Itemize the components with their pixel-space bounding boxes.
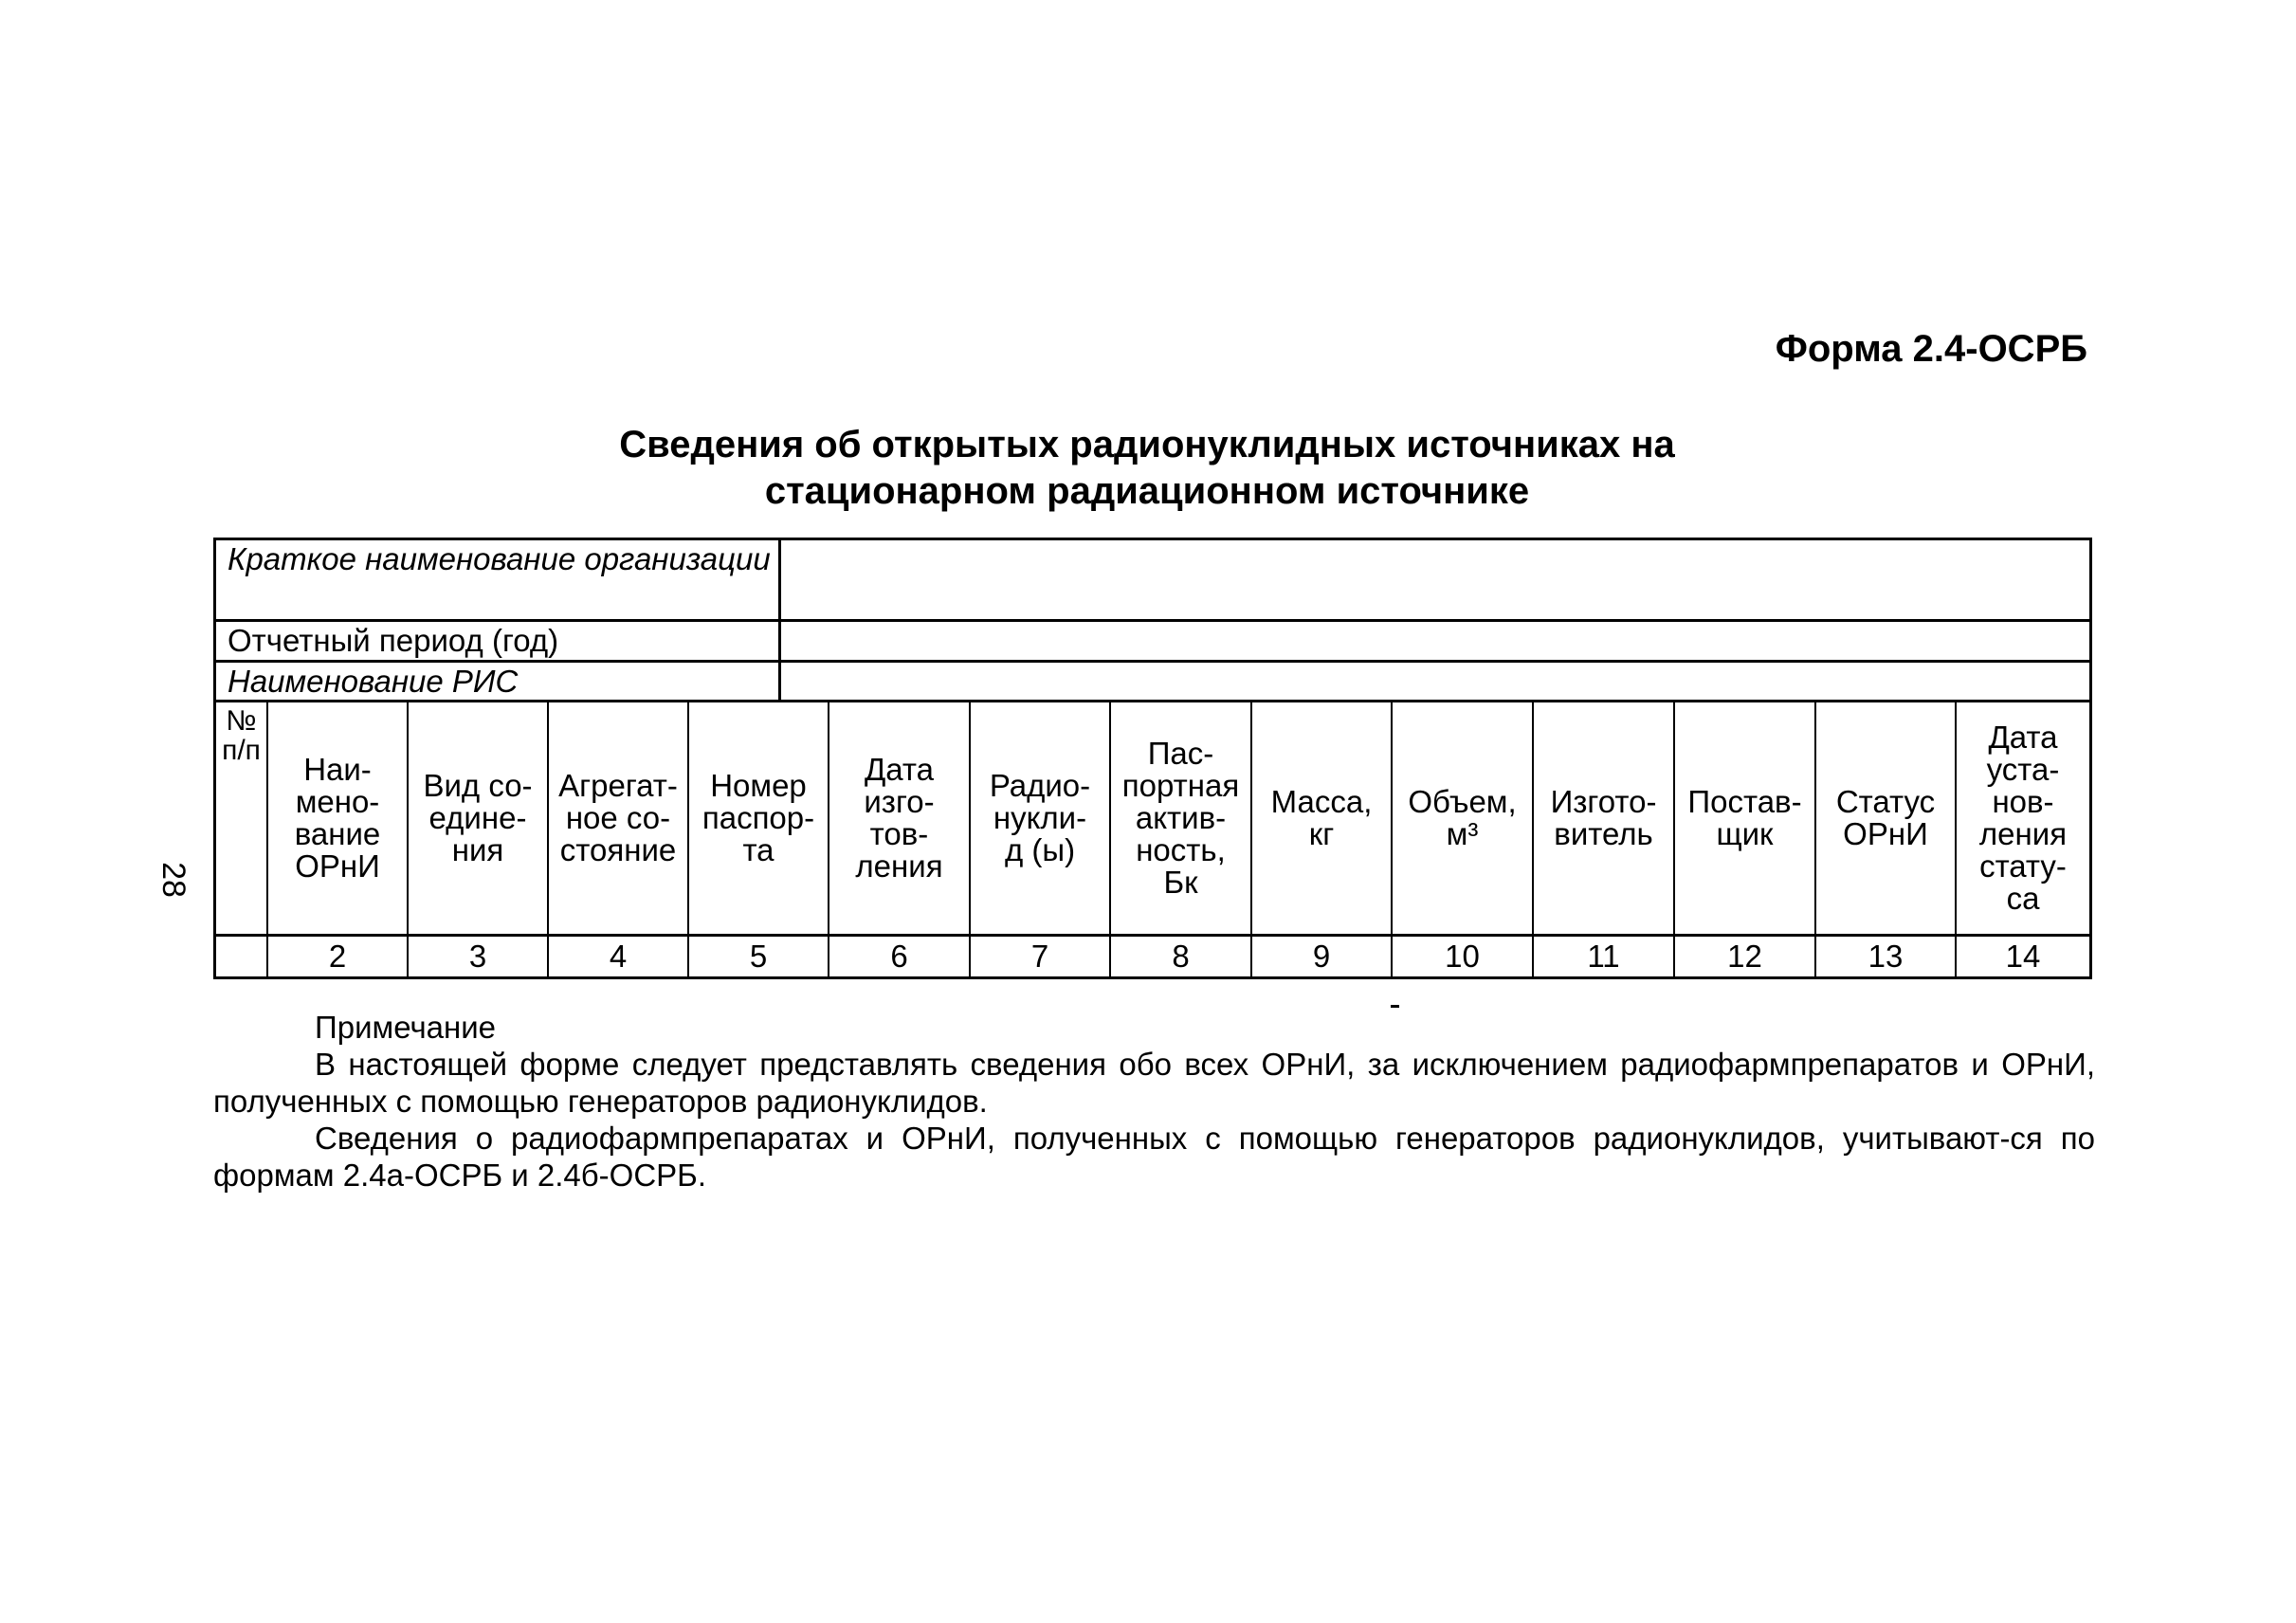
column-number: 8 bbox=[1111, 937, 1252, 976]
title-line-2: стационарном радиационном источнике bbox=[764, 470, 1530, 512]
note-section bbox=[213, 1009, 2095, 1194]
column-header: Вид со- едине- ния bbox=[409, 702, 549, 934]
title-line-1: Сведения об открытых радионуклидных источниках на bbox=[619, 424, 1675, 465]
column-header: Изгото- витель bbox=[1534, 702, 1675, 934]
stray-mark bbox=[1391, 1005, 1399, 1008]
column-header: Агрегат- ное со- стояние bbox=[549, 702, 689, 934]
info-row-ris bbox=[216, 663, 2089, 702]
document-title bbox=[218, 422, 2076, 515]
column-number: 4 bbox=[549, 937, 689, 976]
column-numbers-row bbox=[216, 937, 2089, 976]
column-header: Номер паспор- та bbox=[689, 702, 829, 934]
note-paragraph-1: В настоящей форме следует представлять сведения обо всех ОРнИ, за исключением радиофармпрепаратов и ОРнИ, полученных с помощью генераторов радионуклидов. bbox=[213, 1047, 2095, 1119]
column-header: № п/п bbox=[216, 702, 268, 934]
note-label: Примечание bbox=[315, 1010, 497, 1045]
column-header: Дата уста- нов- ления стату- са bbox=[1978, 720, 2068, 916]
column-number: 7 bbox=[971, 937, 1111, 976]
info-label-period: Отчетный период (год) bbox=[216, 622, 781, 660]
column-number: 5 bbox=[689, 937, 829, 976]
column-header: Постав- щик bbox=[1675, 702, 1816, 934]
note-paragraph-2: Сведения о радиофармпрепаратах и ОРнИ, полученных с помощью генераторов радионуклидов, учитывают-ся по формам 2.4а-ОСРБ и 2.4б-ОСРБ. bbox=[213, 1121, 2095, 1193]
column-number: 14 bbox=[2005, 939, 2041, 974]
column-number: 3 bbox=[409, 937, 549, 976]
info-row-period bbox=[216, 622, 2089, 663]
column-header: Объем, м³ bbox=[1393, 702, 1534, 934]
info-value-period bbox=[781, 622, 2089, 660]
column-header: Радио- нукли- д (ы) bbox=[971, 702, 1111, 934]
column-number: 10 bbox=[1393, 937, 1534, 976]
form-code: Форма 2.4-ОСРБ bbox=[1775, 328, 2087, 370]
column-number: 2 bbox=[268, 937, 409, 976]
column-number: 11 bbox=[1534, 937, 1675, 976]
page-number: 28 bbox=[155, 862, 192, 898]
column-number: 6 bbox=[829, 937, 971, 976]
column-header: Масса, кг bbox=[1252, 702, 1393, 934]
column-number: 9 bbox=[1252, 937, 1393, 976]
info-value-organization bbox=[781, 540, 2089, 619]
info-label-ris: Наименование РИС bbox=[216, 663, 781, 700]
column-header: Пас- портная актив- ность, Бк bbox=[1111, 702, 1252, 934]
info-row-organization bbox=[216, 540, 2089, 622]
column-header: Дата изго- тов- ления bbox=[829, 702, 971, 934]
info-value-ris bbox=[781, 663, 2089, 700]
info-label-organization: Краткое наименование организации bbox=[216, 540, 781, 619]
column-number: 13 bbox=[1816, 937, 1957, 976]
column-headers-row bbox=[216, 702, 2089, 937]
column-number: 12 bbox=[1675, 937, 1816, 976]
report-table bbox=[213, 538, 2092, 979]
column-header: Статус ОРнИ bbox=[1816, 702, 1957, 934]
column-header: Наи- мено- вание ОРнИ bbox=[268, 702, 409, 934]
column-number bbox=[216, 937, 268, 976]
